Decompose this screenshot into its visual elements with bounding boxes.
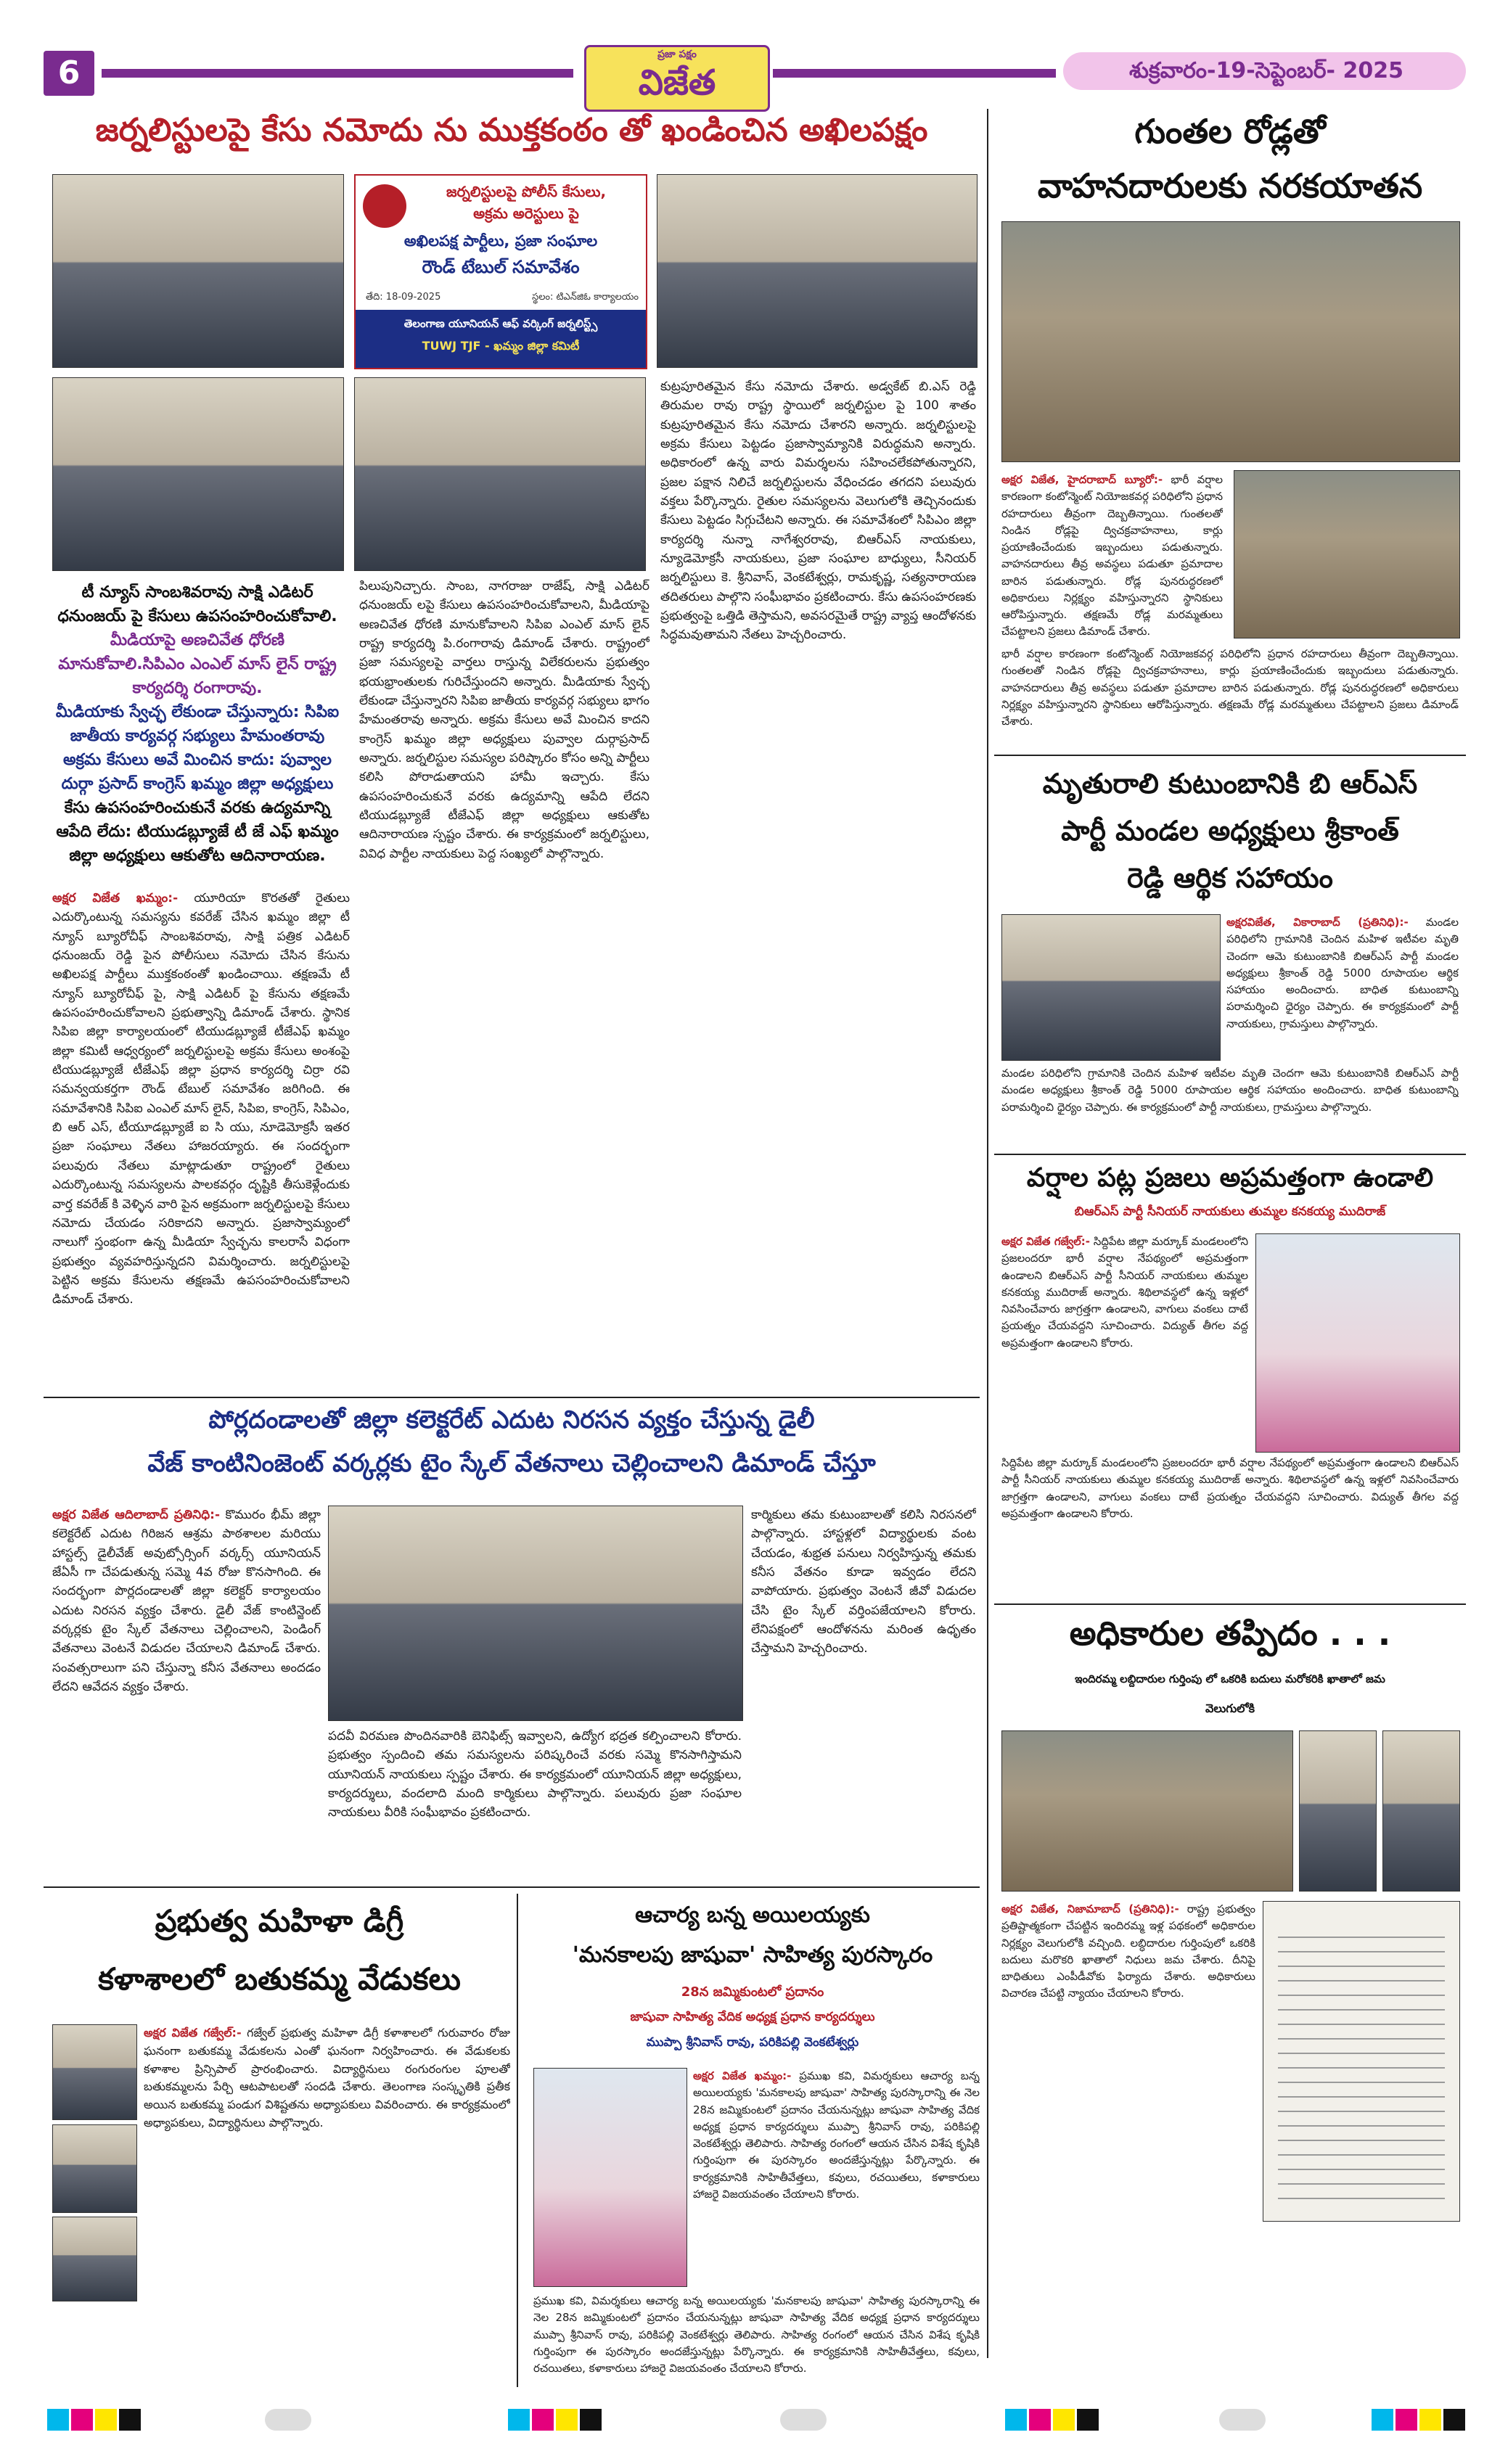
story6-headline-2: వేజ్ కాంటినింజెంట్ వర్కర్లకు టైం స్కేల్ వేతనాలు చెల్లించాలని డిమాండ్ చేస్తూ	[147, 1449, 876, 1478]
story5-body	[1001, 1901, 1255, 2380]
caption-line: ధనుంజయ్ పై కేసులు ఉపసంహరించుకోవాలి.	[57, 607, 337, 625]
banner-venue: స్థలం: టిఎన్‌జిఓ కార్యాలయం	[532, 292, 639, 303]
story1-dateline: అక్షర విజేత ఖమ్మం:-	[52, 891, 179, 905]
reg-mark	[119, 2409, 141, 2431]
story8-dateline: అక్షర విజేత ఖమ్మం:-	[693, 2069, 792, 2082]
reg-mark	[95, 2409, 117, 2431]
reg-mark	[1077, 2409, 1099, 2431]
reg-mark	[1396, 2409, 1417, 2431]
banner-date: తేది: 18-09-2025	[366, 292, 441, 303]
story4-dateline: అక్షర విజేత గజ్వేల్:-	[1001, 1235, 1090, 1248]
story1-col3: కుట్రపూరితమైన కేసు నమోదు చేశారు. అడ్వకేట్ బి.ఎస్ రెడ్డి తిరుమల రావు రాష్ట్ర స్థాయిలో జర్నలిస్టుల పై 100 శాతం కుట్రపూరితమైన కేసు నమోదు చేశారని అన్నారు. జర్నలిస్టులపై అక్రమ కేసులు పెట్టడం ప్రజాస్వామ్యానికి విరుద్ధమని అన్నారు. అధికారంలో ఉన్న వారు విమర్శలను సహించలేకపోతున్నారని, ప్రజల పక్షాన నిలిచే జర్నలిస్టులను వేధించడం తగదని పలువురు వక్తలు పేర్కొన్నారు. రైతుల సమస్యలను వెలుగులోకి తెచ్చినందుకు కేసులు పెట్టడం సిగ్గుచేటని అన్నారు. ఈ సమావేశంలో సిపిఎం జిల్లా కార్యదర్శి నున్నా నాగేశ్వరరావు, బిఆర్ఎస్ నాయకులు, న్యూడెమోక్రసీ నాయకులు, ప్రజా సంఘాల బాధ్యులు, సీనియర్ జర్నలిస్టులు కె. శ్రీనివాస్, వెంకటేశ్వర్లు, రామకృష్ణ, సత్యనారాయణ తదితరులు పాల్గొని సంఘీభావం ప్రకటించారు. కేసు ఉపసంహరణకు ప్రభుత్వంపై ఒత్తిడి తెస్తామని, అవసరమైతే రాష్ట్ర వ్యాప్త ఆందోళనకు సిద్ధమవుతామని నేతలు హెచ్చరించారు.	[660, 379, 976, 643]
story4-body-b: సిద్దిపేట జిల్లా మర్కూక్ మండలంలోని ప్రజలందరూ భారీ వర్షాల నేపథ్యంలో అప్రమత్తంగా ఉండాలని బిఆర్ఎస్ పార్టీ సీనియర్ నాయకులు తుమ్మల కనకయ్య ముదిరాజ్ అన్నారు. శిథిలావస్థలో ఉన్న ఇళ్లలో నివసించేవారు జాగ్రత్తగా ఉండాలని, వాగులు వంకలు దాటే ప్రయత్నం చేయవద్దని సూచించారు. విద్యుత్ తీగల వద్ద అప్రమత్తంగా ఉండాలని కోరారు.	[1001, 1456, 1459, 1520]
story4-body	[1001, 1233, 1248, 1444]
story2-rule	[994, 755, 1466, 756]
reg-mark	[1053, 2409, 1075, 2431]
story2-headline-1: గుంతల రోడ్లతో	[1134, 112, 1326, 151]
beneficiary-photo-1	[1299, 1730, 1377, 1892]
round-table-banner	[354, 174, 647, 369]
story1-col1	[52, 889, 350, 1382]
story3-dateline: అక్షరవిజేత, వికారాబాద్ (ప్రతినిధి):-	[1226, 916, 1409, 929]
story1-col2: పిలుపునిచ్చారు. సాంబ, నాగరాజు రాజేష్, సాక్షి ఎడిటర్ ధనుంజయ్ లపై కేసులు ఉపసంహరించుకోవాలని, మీడియాపై అణచివేత ధోరణి మానుకోవాలని సిపిఐ ఎంఎల్ మాస్ లైన్ రాష్ట్ర కార్యదర్శి పి.రంగారావు డిమాండ్ చేశారు. రాష్ట్రంలో ప్రజా సమస్యలపై వార్తలు రాస్తున్న విలేకరులను ప్రభుత్వం భయభ్రాంతులకు గురిచేస్తుందని అన్నారు. మీడియాకు స్వేచ్ఛ లేకుండా చేస్తున్నారని సిపిఐ జాతీయ కార్యవర్గ సభ్యులు భాగం హేమంతరావు అన్నారు. అక్రమ కేసులు అవే మించిన కాదని కాంగ్రెస్ ఖమ్మం జిల్లా అధ్యక్షులు పువ్వాల దుర్గాప్రసాద్ అన్నారు. జర్నలిస్టుల సమస్యల పరిష్కారం కోసం అన్ని పార్టీలు కలిసి పోరాడుతాయని హామీ ఇచ్చారు. కేసు ఉపసంహరించుకునే వరకు ఉద్యమాన్ని ఆపేది లేదని టియుడబ్ల్యూజే టీజేఎఫ్ జిల్లా అధ్యక్షులు ఆకుతోట ఆదినారాయణ స్పష్టం చేశారు. ఈ కార్యక్రమంలో జర్నలిస్టులు, వివిధ పార్టీల నాయకులు పెద్ద సంఖ్యలో పాల్గొన్నారు.	[359, 579, 649, 861]
reg-mark	[1372, 2409, 1393, 2431]
story1-caption	[45, 580, 350, 868]
story4-body-text: సిద్దిపేట జిల్లా మర్కూక్ మండలంలోని ప్రజలందరూ భారీ వర్షాల నేపథ్యంలో అప్రమత్తంగా ఉండాలని బిఆర్ఎస్ పార్టీ సీనియర్ నాయకులు తుమ్మల కనకయ్య ముదిరాజ్ అన్నారు. శిథిలావస్థలో ఉన్న ఇళ్లలో నివసించేవారు జాగ్రత్తగా ఉండాలని, వాగులు వంకలు దాటే ప్రయత్నం చేయవద్దని సూచించారు. విద్యుత్ తీగల వద్ద అప్రమత్తంగా ఉండాలని కోరారు.	[1001, 1235, 1248, 1350]
story8-headline-2: 'మనకాలపు జాషువా' సాహిత్య పురస్కారం	[572, 1942, 933, 1968]
story4-headline: వర్షాల పట్ల ప్రజలు అప్రమత్తంగా ఉండాలి	[1026, 1163, 1434, 1193]
story5-body-text: రాష్ట్ర ప్రభుత్వం ప్రతిష్టాత్మకంగా చేపట్టిన ఇందిరమ్మ ఇళ్ల పథకంలో అధికారుల నిర్లక్ష్యం వెలుగులోకి వచ్చింది. లబ్ధిదారుల గుర్తింపులో ఒకరికి బదులు మరొకరి ఖాతాలో నిధులు జమ చేశారు. దీనిపై బాధితులు ఎంపీడీవోకు ఫిర్యాదు చేశారు. అధికారులు విచారణ చేపట్టి న్యాయం చేయాలని కోరారు.	[1001, 1902, 1255, 2000]
meeting-photo-1	[52, 174, 344, 368]
story5-dateline: అక్షర విజేత, నిజామాబాద్ (ప్రతినిధి):-	[1001, 1902, 1179, 1915]
caption-line: మీడియాకు స్వేచ్ఛ లేకుండా చేస్తున్నారు: సిపిఐ	[55, 703, 340, 721]
reg-mark	[580, 2409, 602, 2431]
leader-portrait	[1255, 1233, 1460, 1453]
column-rule-bottom	[517, 1894, 518, 2387]
reg-mark	[532, 2409, 554, 2431]
meeting-photo-4	[657, 174, 978, 368]
story7-body-text: గజ్వేల్ ప్రభుత్వ మహిళా డిగ్రీ కళాశాలలో గురువారం రోజు ఘనంగా బతుకమ్మ వేడుకలను ఎంతో ఘనంగా నిర్వహించారు. ఈ వేడుకలకు కళాశాల ప్రిన్సిపాల్ ప్రారంభించారు. విద్యార్థినులు రంగురంగుల పూలతో బతుకమ్మలను పేర్చి ఆటపాటలతో సందడి చేశారు. తెలంగాణ సంస్కృతికి ప్రతీక అయిన బతుకమ్మ పండుగ విశిష్టతను అధ్యాపకులు వివరించారు. ఈ కార్యక్రమంలో అధ్యాపకులు, విద్యార్థినులు పాల్గొన్నారు.	[144, 2026, 510, 2130]
doc-lines	[1278, 1923, 1445, 2199]
story8-body	[693, 2068, 980, 2286]
banner-logo	[363, 184, 406, 228]
story5-headline: అధికారుల తప్పిదం . . .	[1069, 1614, 1391, 1653]
caption-line: అక్రమ కేసులు అవే మించిన కాదు: పువ్వాల	[62, 751, 332, 769]
meeting-photo-3	[354, 377, 646, 571]
story7-headline-1: ప్రభుత్వ మహిళా డిగ్రీ	[155, 1903, 404, 1939]
page-number-text: 6	[57, 54, 81, 91]
header-bar-left	[102, 69, 573, 78]
reg-mark	[47, 2409, 69, 2431]
masthead-tagline: ప్రజా పక్షం	[657, 49, 697, 60]
banner-org: తెలంగాణ యూనియన్ ఆఫ్ వర్కింగ్ జర్నలిస్ట్స్	[403, 317, 598, 330]
column-rule-right	[987, 109, 988, 2358]
story8-body-text: ప్రముఖ కవి, విమర్శకులు ఆచార్య బన్న అయిలయ్యకు 'మనకాలపు జాషువా' సాహిత్య పురస్కారాన్ని ఈ నెల 28న జమ్మికుంటలో ప్రదానం చేయనున్నట్లు జాషువా సాహిత్య వేదిక అధ్యక్ష ప్రధాన కార్యదర్శులు ముప్పా శ్రీనివాస్ రావు, పరికిపల్లి వెంకటేశ్వర్లు తెలిపారు. సాహిత్య రంగంలో ఆయన చేసిన విశేష కృషికి గుర్తింపుగా ఈ పురస్కారం అందజేస్తున్నట్లు పేర్కొన్నారు. ఈ కార్యక్రమానికి సాహితీవేత్తలు, కవులు, రచయితలు, కళాకారులు హాజరై విజయవంతం చేయాలని కోరారు.	[693, 2069, 980, 2201]
story6-col2: పదవీ విరమణ పొందినవారికి బెనిఫిట్స్ ఇవ్వాలని, ఉద్యోగ భద్రత కల్పించాలని కోరారు. ప్రభుత్వం స్పందించి తమ సమస్యలను పరిష్కరించే వరకు సమ్మె కొనసాగిస్తామని యూనియన్ నాయకులు స్పష్టం చేశారు. ఈ కార్యక్రమంలో యూనియన్ జిల్లా అధ్యక్షులు, కార్యదర్శులు, వందలాది మంది కార్మికులు పాల్గొన్నారు. పలువురు ప్రజా సంఘాల నాయకులు వీరికి సంఘీభావం ప్రకటించారు.	[328, 1729, 742, 1820]
house-construction-photo	[1001, 1730, 1293, 1892]
story3-headline-3: రెడ్డి ఆర్థిక సహాయం	[1127, 862, 1333, 894]
bathukamma-photo-3	[52, 2217, 137, 2301]
story3-headline-1: మృతురాలి కుటుంబానికి బి ఆర్ఎస్	[1042, 768, 1418, 800]
reg-pill	[265, 2409, 311, 2431]
story4-sub: బిఆర్ఎస్ పార్టీ సీనియర్ నాయకులు తుమ్మల కనకయ్య ముదిరాజ్	[1074, 1204, 1386, 1219]
story8-sub-2: జాషువా సాహిత్య వేదిక అధ్యక్ష ప్రధాన కార్యదర్శులు	[630, 2010, 875, 2024]
banner-line3: అఖిలపక్ష పార్టీలు, ప్రజా సంఘాల	[403, 232, 598, 250]
reg-mark	[1005, 2409, 1027, 2431]
story8-sub-3: ముప్పా శ్రీనివాస్ రావు, పరికిపల్లి వెంకటేశ్వర్లు	[646, 2035, 859, 2050]
story7-dateline: అక్షర విజేత గజ్వేల్:-	[144, 2026, 242, 2040]
caption-line: మీడియాపై అణచివేత ధోరణి	[110, 631, 285, 649]
story7-headline-2: కళాశాలలో బతుకమ్మ వేడుకలు	[98, 1961, 461, 1997]
banner-line1: జర్నలిస్టులపై పోలీస్ కేసులు,	[446, 183, 607, 200]
reg-mark	[556, 2409, 578, 2431]
story1-headline: జర్నలిస్టులపై కేసు నమోదు ను ముక్తకంఠం తో ఖండించిన అఖిలపక్షం	[95, 112, 928, 149]
caption-line: దుర్గా ప్రసాద్ కాంగ్రెస్ ఖమ్మం జిల్లా అధ్యక్షులు	[61, 775, 334, 793]
story3-body	[1226, 914, 1459, 1059]
date-text: శుక్రవారం-19-సెప్టెంబర్- 2025	[1129, 58, 1403, 83]
caption-line: కేసు ఉపసంహరించుకునే వరకు ఉద్యమాన్ని	[64, 799, 331, 817]
caption-line: టీ న్యూస్ సాంబశివరావు సాక్షి ఎడిటర్	[81, 583, 313, 601]
page-number	[44, 51, 94, 96]
story3-body-b: మండల పరిధిలోని గ్రామానికి చెందిన మహిళ ఇటీవల మృతి చెందగా ఆమె కుటుంబానికి బిఆర్ఎస్ పార్టీ మండల అధ్యక్షులు శ్రీకాంత్ రెడ్డి 5000 రూపాయల ఆర్థిక సహాయం అందించారు. బాధిత కుటుంబాన్ని పరామర్శించి ధైర్యం చెప్పారు. ఈ కార్యక్రమంలో పార్టీ నాయకులు, గ్రామస్తులు పాల్గొన్నారు.	[1001, 1067, 1459, 1114]
reg-mark	[1419, 2409, 1441, 2431]
story8-body-b: ప్రముఖ కవి, విమర్శకులు ఆచార్య బన్న అయిలయ్యకు 'మనకాలపు జాషువా' సాహిత్య పురస్కారాన్ని ఈ నెల 28న జమ్మికుంటలో ప్రదానం చేయనున్నట్లు జాషువా సాహిత్య వేదిక అధ్యక్ష ప్రధాన కార్యదర్శులు ముప్పా శ్రీనివాస్ రావు, పరికిపల్లి వెంకటేశ్వర్లు తెలిపారు. సాహిత్య రంగంలో ఆయన చేసిన విశేష కృషికి గుర్తింపుగా ఈ పురస్కారం అందజేస్తున్నట్లు పేర్కొన్నారు. ఈ కార్యక్రమానికి సాహితీవేత్తలు, కవులు, రచయితలు, కళాకారులు హాజరై విజయవంతం చేయాలని కోరారు.	[533, 2294, 980, 2375]
banner-org-short: TUWJ TJF - ఖమ్మం జిల్లా కమిటీ	[422, 339, 580, 353]
story2-dateline: అక్షర విజేత, హైదరాబాద్ బ్యూరో:-	[1001, 473, 1163, 486]
reg-mark	[508, 2409, 530, 2431]
story3-rule	[994, 1154, 1466, 1155]
story3-body-text: మండల పరిధిలోని గ్రామానికి చెందిన మహిళ ఇటీవల మృతి చెందగా ఆమె కుటుంబానికి బిఆర్ఎస్ పార్టీ మండల అధ్యక్షులు శ్రీకాంత్ రెడ్డి 5000 రూపాయల ఆర్థిక సహాయం అందించారు. బాధిత కుటుంబాన్ని పరామర్శించి ధైర్యం చెప్పారు. ఈ కార్యక్రమంలో పార్టీ నాయకులు, గ్రామస్తులు పాల్గొన్నారు.	[1226, 916, 1459, 1030]
banner-line4: రౌండ్ టేబుల్ సమావేశం	[422, 257, 580, 277]
story7-body	[144, 2024, 510, 2380]
story6-col1	[52, 1506, 321, 1883]
section-rule-low	[44, 1886, 980, 1888]
complaint-document-photo	[1263, 1901, 1460, 2222]
reg-pill	[780, 2409, 827, 2431]
story4-rule	[994, 1603, 1466, 1605]
reg-mark	[71, 2409, 93, 2431]
reg-mark	[1029, 2409, 1051, 2431]
story6-headline-1: పోర్లదండాలతో జిల్లా కలెక్టరేట్ ఎదుట నిరసన వ్యక్తం చేస్తున్న డైలీ	[208, 1405, 815, 1434]
bathukamma-photo-2	[52, 2124, 137, 2213]
masthead	[584, 45, 770, 112]
header-bar-right	[773, 69, 1056, 78]
story8-headline-1: ఆచార్య బన్న అయిలయ్యకు	[635, 1902, 870, 1928]
road-photo-2	[1234, 470, 1460, 638]
story2-body-a	[1001, 472, 1223, 642]
story6-dateline: అక్షర విజేత ఆదిలాబాద్ ప్రతినిధి:-	[52, 1508, 220, 1522]
ailaiah-portrait	[533, 2068, 687, 2287]
bathukamma-photo-1	[52, 2024, 137, 2120]
story2-body-text: భారీ వర్షాల కారణంగా కంటోన్మెంట్ నియోజకవర్గ పరిధిలోని ప్రధాన రహదారులు తీవ్రంగా దెబ్బతిన్నాయి. గుంతలతో నిండిన రోడ్లపై ద్విచక్రవాహనాలు, కార్లు ప్రయాణించేందుకు ఇబ్బందులు పడుతున్నారు. వాహనదారులు తీవ్ర అవస్థలు పడుతూ ప్రమాదాల బారిన పడుతున్నారు. రోడ్ల పునరుద్ధరణలో అధికారులు నిర్లక్ష్యం వహిస్తున్నారని స్థానికులు ఆరోపిస్తున్నారు. తక్షణమే రోడ్ల మరమ్మతులు చేపట్టాలని ప్రజలు డిమాండ్ చేశారు.	[1001, 473, 1223, 638]
caption-line: జాతీయ కార్యవర్గ సభ్యులు హేమంతరావు	[70, 727, 325, 745]
reg-pill	[1219, 2409, 1266, 2431]
caption-line: మానుకోవాలి.సిపిఎం ఎంఎల్ మాస్ లైన్ రాష్ట్ర	[58, 655, 337, 673]
caption-line: జిల్లా అధ్యక్షులు ఆకుతోట ఆదినారాయణ.	[69, 847, 326, 865]
protest-photo	[328, 1506, 743, 1721]
reg-mark	[1443, 2409, 1465, 2431]
caption-line: ఆపేది లేదు: టియుడబ్ల్యూజే టీ జే ఎఫ్ ఖమ్మం	[56, 823, 339, 841]
road-photo-1	[1001, 221, 1460, 462]
beneficiary-photo-2	[1382, 1730, 1460, 1892]
financial-aid-photo	[1001, 914, 1221, 1061]
section-rule-mid	[44, 1397, 980, 1398]
caption-line: కార్యదర్శి రంగారావు.	[132, 679, 263, 697]
story3-headline-2: పార్టీ మండల అధ్యక్షులు శ్రీకాంత్	[1061, 815, 1399, 847]
story8-sub-1: 28న జమ్మికుంటలో ప్రదానం	[681, 1984, 824, 2000]
masthead-title: విజేత	[638, 62, 716, 103]
meeting-photo-2	[52, 377, 344, 571]
story5-sub-1: ఇందిరమ్మ లబ్దిదారుల గుర్తింపు లో ఒకరికి బదులు మరోకరికి ఖాతాలో జమ	[1075, 1672, 1385, 1685]
story2-headline-2: వాహనదారులకు నరకయాతన	[1037, 166, 1423, 205]
story6-col3: కార్మికులు తమ కుటుంబాలతో కలిసి నిరసనలో పాల్గొన్నారు. హాస్టళ్లలో విద్యార్థులకు వంట చేయడం, శుభ్రత పనులు నిర్వహిస్తున్న తమకు కనీస వేతనం కూడా ఇవ్వడం లేదని వాపోయారు. ప్రభుత్వం వెంటనే జీవో విడుదల చేసి టైం స్కేల్ వర్తింపజేయాలని కోరారు. లేనిపక్షంలో ఆందోళనను మరింత ఉధృతం చేస్తామని హెచ్చరించారు.	[751, 1508, 976, 1656]
banner-line2: అక్రమ అరెస్టులు పై	[473, 205, 579, 222]
story5-sub-2: వెలుగులోకి	[1205, 1701, 1255, 1715]
story6-col1-text: కొమురం భీమ్ జిల్లా కలెక్టరేట్ ఎదుట గిరిజన ఆశ్రమ పాఠశాలల మరియు హాస్టల్స్ డైలీవేజ్ అవుట్సోర్సింగ్ వర్కర్స్ యూనియన్ జేఏసీ గా చేపడుతున్న సమ్మె 4వ రోజు కొనసాగింది. ఈ సందర్భంగా పొర్లదండాలతో జిల్లా కలెక్టర్ కార్యాలయం ఎదుట నిరసన వ్యక్తం చేశారు. డైలీ వేజ్ కాంటిన్జెంట్ వర్కర్లకు టైం స్కేల్ వేతనాలు చెల్లించాలని, పెండింగ్ వేతనాలు వెంటనే విడుదల చేయాలని డిమాండ్ చేశారు. సంవత్సరాలుగా పని చేస్తున్నా కనీస వేతనాలు అందడం లేదని ఆవేదన వ్యక్తం చేశారు.	[52, 1508, 321, 1695]
story2-body-b: భారీ వర్షాల కారణంగా కంటోన్మెంట్ నియోజకవర్గ పరిధిలోని ప్రధాన రహదారులు తీవ్రంగా దెబ్బతిన్నాయి. గుంతలతో నిండిన రోడ్లపై ద్విచక్రవాహనాలు, కార్లు ప్రయాణించేందుకు ఇబ్బందులు పడుతున్నారు. వాహనదారులు తీవ్ర అవస్థలు పడుతూ ప్రమాదాల బారిన పడుతున్నారు. రోడ్ల పునరుద్ధరణలో అధికారులు నిర్లక్ష్యం వహిస్తున్నారని స్థానికులు ఆరోపిస్తున్నారు. తక్షణమే రోడ్ల మరమ్మతులు చేపట్టాలని ప్రజలు డిమాండ్ చేశారు.	[1001, 647, 1459, 728]
story1-col1-text: యూరియా కొరతతో రైతులు ఎదుర్కొంటున్న సమస్యను కవరేజ్ చేసిన ఖమ్మం జిల్లా టీ న్యూస్ బ్యూరోచీఫ్ సాంబశివరావు, సాక్షి పత్రిక ఎడిటర్ ధనుంజయ్ రెడ్డి పైన పోలీసులు నమోదు చేసిన కేసును అఖిలపక్ష పార్టీలు ముక్తకంఠంతో ఖండించాయి. తక్షణమే టీ న్యూస్ బ్యూరోచీఫ్ పై, సాక్షి ఎడిటర్ పై కేసును తక్షణమే ఉపసంహరించుకోవాలని ప్రభుత్వాన్ని డిమాండ్ చేశారు. స్థానిక సిపిఐ జిల్లా కార్యాలయంలో టియుడబ్ల్యూజే టీజేఎఫ్ ఖమ్మం జిల్లా కమిటీ ఆధ్వర్యంలో జర్నలిస్టులపై అక్రమ కేసులు అంశంపై టియుడబ్ల్యూజే టీజేఎఫ్ జిల్లా ప్రధాన కార్యదర్శి చిర్రా రవి సమన్వయకర్తగా రౌండ్ టేబుల్ సమావేశం జరిగింది. ఈ సమావేశానికి సిపిఐ ఎంఎల్ మాస్ లైన్, సిపిఐ, కాంగ్రెస్, సిపిఎం, బి ఆర్ ఎస్, టీయూడబ్ల్యూజే ఐ సి యు, నూడెమోక్రసీ ఇతర ప్రజా సంఘాలు నేతలు హాజరయ్యారు. ఈ సందర్భంగా పలువురు నేతలు మాట్లాడుతూ రాష్ట్రంలో రైతులు ఎదుర్కొంటున్న సమస్యలను పాలకవర్గం దృష్టికి తీసుకెళ్లేందుకు వార్త కవరేజ్ కి వెళ్ళిన వారి పైన అక్రమంగా జర్నలిస్టులపై కేసులు నమోదు చేయడం సరికాదని అన్నారు. ప్రజాస్వామ్యంలో నాలుగో స్తంభంగా ఉన్న మీడియా స్వేచ్ఛను కాలరాసే విధంగా ప్రభుత్వం వ్యవహరిస్తున్నదని విమర్శించారు. జర్నలిస్టులపై పెట్టిన అక్రమ కేసులను తక్షణమే ఉపసంహరించుకోవాలని డిమాండ్ చేశారు.	[52, 891, 350, 1307]
